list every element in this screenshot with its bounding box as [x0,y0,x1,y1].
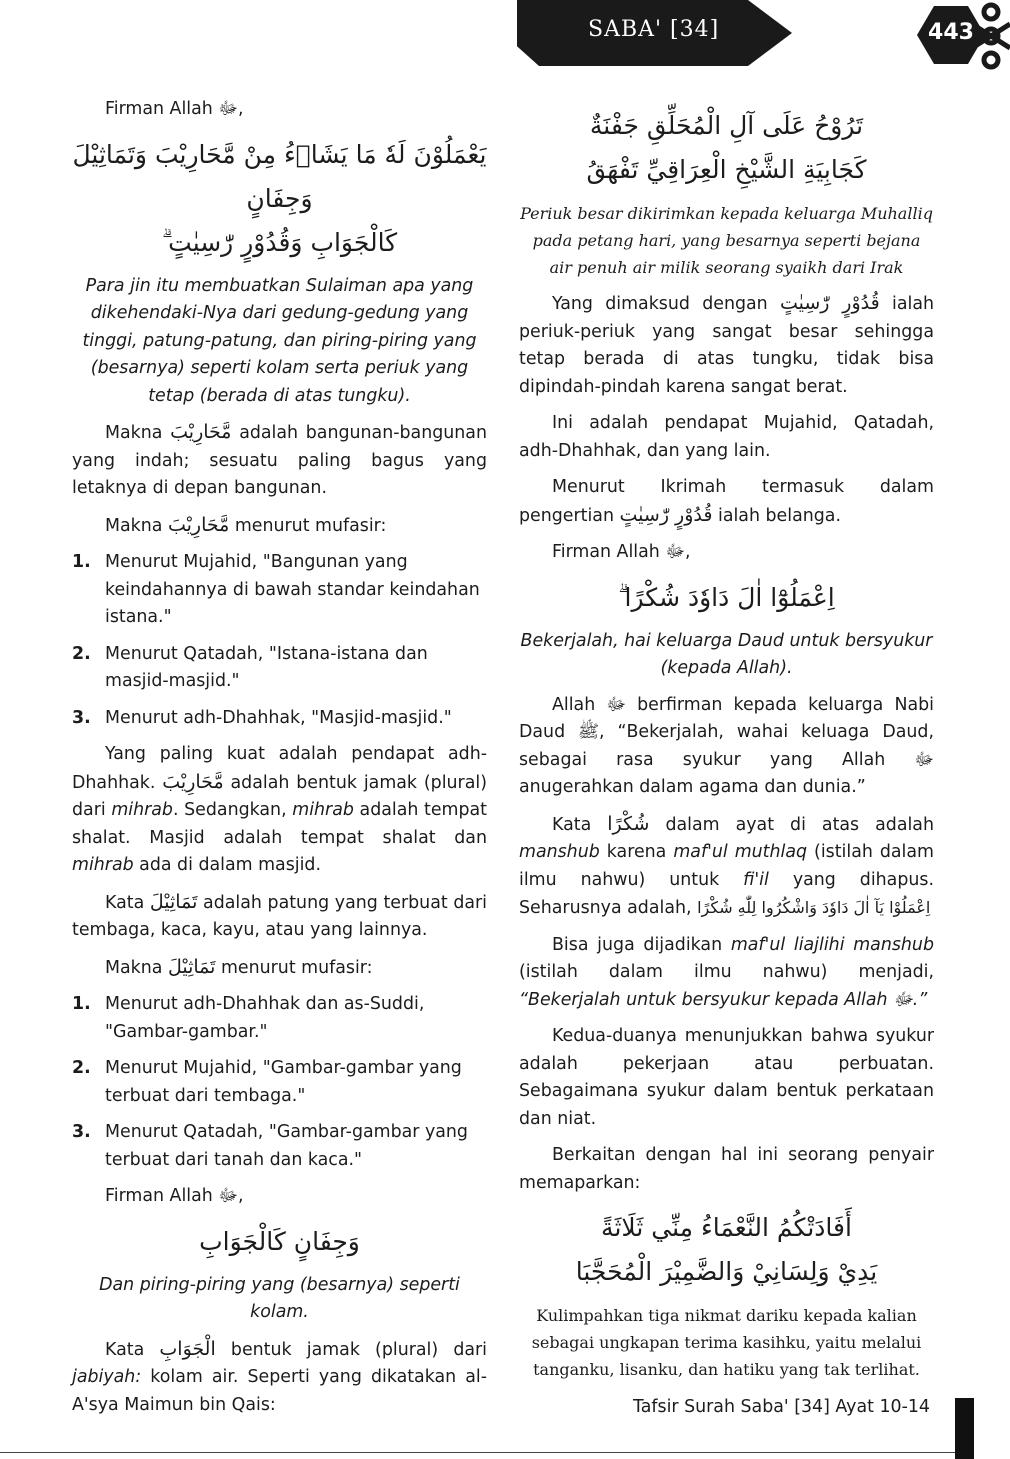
italic-term: manshub [519,842,600,862]
paragraph [519,932,934,1015]
list-number: 2. [72,1058,91,1078]
list-text: Menurut adh-Dhahhak dan as-Suddi, "Gambar-gambar." [105,994,425,1042]
quran-verse: وَجِفَانٍ كَالْجَوَابِ [199,1226,360,1256]
text: adalah patung yang terbuat dari tembaga, kaca, kayu, atau yang lainnya. [72,892,487,940]
list-number: 3. [72,707,91,728]
numbered-list [72,549,487,732]
text: ialah periuk-periuk yang sangat besar sehingga tetap berada di atas tungku, tidak bisa dipindah-pindah karena sangat berat. [519,294,935,397]
verse-translation: Dan piring-piring yang (besarnya) seperti kolam. [99,1274,460,1322]
arabic-term: تَمَاثِيْلَ [149,890,198,913]
arabic-phrase: اِعْمَلُوْا يَآ اٰلَ دَاوٗدَ وَاشْكُرُوا لِلّٰهِ شُكْرًا [697,898,931,917]
quran-verse-line: كَالْجَوَابِ وَقُدُوْرٍ رّٰسِيٰتٍ ۗ [161,227,398,257]
list-number: 1. [72,994,91,1014]
footer-bar [955,1398,974,1459]
text: kolam air. Seperti yang dikatakan al-A'sya Maimun bin Qais: [72,1367,487,1415]
italic-term: jabiyah: [72,1367,142,1387]
arabic-term: مَّحَارِيْبَ [167,513,230,536]
poem-line: كَجَابِيَةِ الشَّيْخِ الْعِرَاقِيِّ تَفْهَقُ [586,155,867,184]
arabic-term: مَّحَارِيْبَ [162,770,224,793]
paragraph: Ini adalah pendapat Mujahid, Qatadah, adh-Dhahhak, dan yang lain. [519,413,934,461]
list-text: Menurut Mujahid, "Gambar-gambar yang terbuat dari tembaga." [105,1058,462,1106]
paragraph [519,811,934,923]
arabic-term: قُدُوْرٍ رّٰسِيٰتٍ [619,503,713,526]
quran-verse: اِعْمَلُوْٓا اٰلَ دَاوٗدَ شُكْرًا ۗ [618,582,835,612]
list-item [72,641,487,696]
paragraph: Allah ﷻ berfirman kepada keluarga Nabi Daud ﷺ, “Bekerjalah, wahai keluaga Daud, sebagai rasa syukur yang Allah ﷻ anugerahkan dalam agama dan dunia.” [519,694,934,797]
arabic-term: تَمَاثِيْلَ [167,955,216,978]
list-text: Menurut Qatadah, "Gambar-gambar yang terbuat dari tanah dan kaca." [105,1122,468,1170]
paragraph [72,419,487,503]
poem-line: أَفَادَتْكُمُ النَّعْمَاءُ مِنِّي ثَلَاثَةً [601,1213,852,1242]
text: dalam ayat di atas adalah [665,814,934,835]
text: . Sedangkan, [172,800,287,820]
list-item [72,705,487,733]
firman-heading: Firman Allah ﷻ, [105,99,244,119]
text: Makna [105,423,163,443]
text: adalah bentuk jamak (plural) dari [72,772,487,820]
text: Bisa juga dijadikan [552,934,723,955]
paragraph [519,290,934,401]
list-item [72,1055,487,1110]
verse-translation: Bekerjalah, hai keluarga Daud untuk bersyukur (kepada Allah). [520,630,933,678]
text: menurut mufasir: [234,515,387,536]
text: bentuk jamak (plural) dari [230,1339,487,1360]
italic-term: maf'ul liajlihi manshub [730,934,934,955]
text: adalah tempat shalat. Masjid adalah tempat shalat dan [72,800,488,848]
list-item [72,991,487,1046]
paragraph [519,474,934,530]
text: (istilah dalam ilmu nahwu) menjadi, [519,962,934,982]
page-number: 443 [928,20,974,45]
arabic-term: الْجَوَابِ [159,1337,216,1360]
poem [519,104,934,192]
right-column [519,100,934,1392]
text: Yang dimaksud dengan [552,294,768,314]
text: (istilah dalam ilmu nahwu) untuk [519,842,934,890]
paragraph [72,889,487,945]
left-column [72,96,487,1428]
paragraph [72,512,487,541]
italic-term: fi'il [743,869,769,890]
paragraph: Kedua-duanya menunjukkan bahwa syukur adalah pekerjaan atau perbuatan. Sebagaimana syukur dalam bentuk perkataan dan niat. [519,1026,934,1129]
list-item [72,549,487,632]
list-number: 2. [72,643,91,664]
poem-translation: Kulimpahkan tiga nikmat dariku kepada kalian sebagai ungkapan terima kasihku, yaitu melalui tanganku, lisanku, dan hatiku yang tak terlihat. [531,1306,922,1379]
text: ada di dalam masjid. [139,855,321,875]
text: Yang paling kuat adalah pendapat adh-Dhahhak. [72,744,487,793]
list-item [72,1119,487,1174]
quran-verse [72,133,487,265]
footer-rule [0,1452,955,1453]
text: Makna [105,515,163,536]
italic-term: mihrab [292,800,354,820]
arabic-term: شُكْرًا [607,812,650,835]
arabic-term: مَّحَارِيْبَ [170,421,232,443]
text: Kata [552,814,592,835]
running-head-title: SABA' [34] [588,17,720,42]
italic-term: mihrab [111,800,173,820]
verse-translation: Para jin itu membuatkan Sulaiman apa yang dikehendaki-Nya dari gedung-gedung yang tinggi, patung-patung, dan piring-piring yang (besarnya) seperti kolam serta periuk yang tetap (berada di atas tungku). [82,275,477,406]
list-number: 3. [72,1122,91,1142]
numbered-list [72,991,487,1174]
quran-verse-line: يَعْمَلُوْنَ لَهٗ مَا يَشَاۤءُ مِنْ مَّحَارِيْبَ وَتَمَاثِيْلَ وَجِفَانٍ [72,139,487,213]
text: Menurut Ikrimah termasuk dalam pengertian [519,477,934,526]
firman-heading: Firman Allah ﷻ, [105,1186,244,1206]
text: adalah bangunan-bangunan yang indah; sesuatu paling bagus yang letaknya di depan bangunan. [72,423,487,498]
italic-term: maf'ul muthlaq [673,842,808,862]
list-number: 1. [72,552,91,572]
text: Makna [105,957,163,978]
list-text: Menurut adh-Dhahhak, "Masjid-masjid." [105,707,452,728]
list-text: Menurut Mujahid, "Bangunan yang keindahannya di bawah standar keindahan istana." [105,552,480,627]
poem-line: تَرُوْحُ عَلَى آلِ الْمُحَلِّقِ جَفْنَةٌ [589,111,864,140]
text: ialah belanga. [717,505,841,526]
list-text: Menurut Qatadah, "Istana-istana dan masjid-masjid." [105,643,428,691]
text: Kata [105,892,145,913]
paragraph [72,954,487,983]
poem [519,1206,934,1294]
text: menurut mufasir: [220,957,373,978]
poem-translation: Periuk besar dikirimkan kepada keluarga Muhalliq pada petang hari, yang besarnya seperti bejana air penuh air milik seorang syaikh dari Irak [520,204,933,277]
firman-heading: Firman Allah ﷻ, [552,542,691,562]
text: Kata [105,1339,145,1360]
italic-term: mihrab [72,855,134,875]
running-footer: Tafsir Surah Saba' [34] Ayat 10-14 [633,1397,930,1417]
italic-quote: “Bekerjalah untuk bersyukur kepada Allah ﷻ.” [519,989,928,1010]
text: yang dihapus. Seharusnya adalah, [519,869,934,918]
arabic-term: قُدُوْرٍ رّٰسِيٰتٍ [780,292,880,314]
text: karena [606,842,667,862]
poem-line: يَدِيْ وَلِسَانِيْ وَالضَّمِيْرَ الْمُحَجَّبَا [575,1257,878,1286]
paragraph [72,741,487,880]
paragraph [72,1336,487,1420]
paragraph: Berkaitan dengan hal ini seorang penyair memaparkan: [519,1145,934,1193]
